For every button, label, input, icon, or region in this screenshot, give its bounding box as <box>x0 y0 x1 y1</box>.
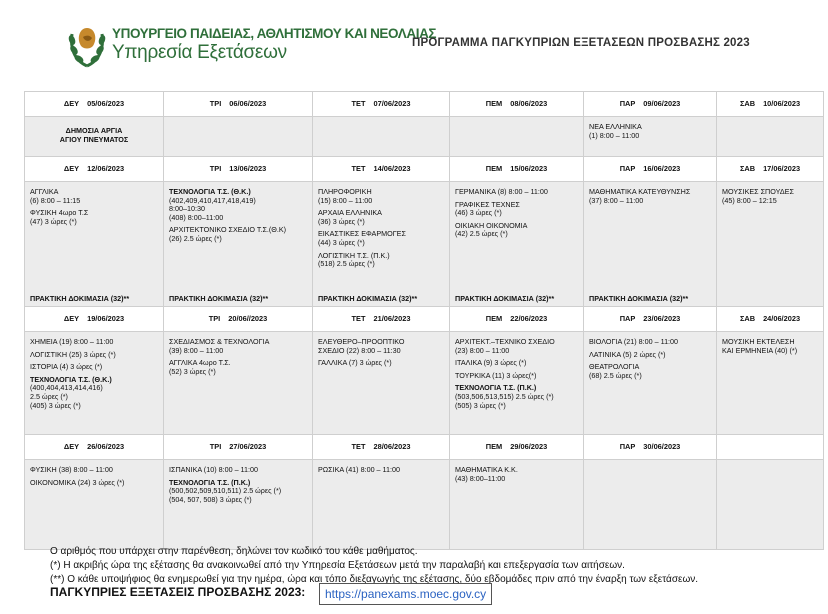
day-header-row <box>25 92 824 117</box>
exam-line: ΣΧΕΔΙΟ (22) 8:00 – 11:30 <box>318 345 401 355</box>
subject-title: ΤΕΧΝΟΛΟΓΙΑ Τ.Σ. (Θ.Κ.) <box>30 374 112 384</box>
exam-line: ΛΑΤΙΝΙΚΑ (5) 2 ώρες (*) <box>589 349 666 359</box>
exam-cell <box>25 117 164 157</box>
exam-row <box>25 182 824 307</box>
day-name: ΤΕΤ <box>351 163 366 173</box>
exam-line: (44) 3 ώρες (*) <box>318 237 365 247</box>
exam-cell <box>164 332 313 435</box>
day-header-row <box>25 435 824 460</box>
day-name: ΔΕΥ <box>63 313 80 323</box>
practical-test-label: ΠΡΑΚΤΙΚΗ ΔΟΚΙΜΑΣΙΑ (32)** <box>455 294 555 304</box>
exam-cell <box>164 182 313 307</box>
exam-cell <box>450 460 584 550</box>
exam-line: (1) 8:00 – 11:00 <box>589 130 640 140</box>
exam-line: (52) 3 ώρες (*) <box>169 366 216 376</box>
day-header-cell <box>584 307 717 332</box>
exam-line: ΧΗΜΕΙΑ (19) 8:00 – 11:00 <box>30 337 114 346</box>
exam-line: ΜΑΘΗΜΑΤΙΚΑ Κ.Κ. <box>455 465 518 474</box>
day-date: 16/06/2023 <box>643 163 681 173</box>
footer-label: ΠΑΓΚΥΠΡΙΕΣ ΕΞΕΤΑΣΕΙΣ ΠΡΟΣΒΑΣΗΣ 2023: <box>50 585 306 599</box>
practical-test-label: ΠΡΑΚΤΙΚΗ ΔΟΚΙΜΑΣΙΑ (32)** <box>318 294 418 304</box>
exam-cell <box>313 182 450 307</box>
day-name: ΠΕΜ <box>485 98 503 108</box>
day-header-cell <box>25 307 164 332</box>
exam-line: ΜΟΥΣΙΚΕΣ ΣΠΟΥΔΕΣ <box>722 187 794 196</box>
day-header-cell <box>717 307 824 332</box>
day-name: ΔΕΥ <box>63 163 80 173</box>
exam-cell <box>313 460 450 550</box>
exam-cell <box>717 117 824 157</box>
exam-line: 2.5 ώρες (*) <box>30 391 68 401</box>
day-name: ΤΡΙ <box>209 441 222 451</box>
day-date: 22/06/2023 <box>510 313 548 323</box>
day-header-cell <box>313 435 450 460</box>
day-date: 15/06/2023 <box>510 163 548 173</box>
exam-line: ΑΓΓΛΙΚΑ 4ωρο Τ.Σ. <box>169 358 231 368</box>
day-name: ΤΕΤ <box>351 313 366 323</box>
day-date: 29/06/2023 <box>510 441 548 451</box>
day-name: ΠΕΜ <box>485 441 503 451</box>
exam-cell <box>313 332 450 435</box>
exam-line: (405) 3 ώρες (*) <box>30 400 81 410</box>
day-date: 26/06/2023 <box>87 441 125 451</box>
practical-test-label: ΠΡΑΚΤΙΚΗ ΔΟΚΙΜΑΣΙΑ (32)** <box>169 294 269 304</box>
day-header-cell <box>717 157 824 182</box>
practical-test-label: ΠΡΑΚΤΙΚΗ ΔΟΚΙΜΑΣΙΑ (32)** <box>589 294 689 304</box>
exam-line: ΓΑΛΛΙΚΑ (7) 3 ώρες (*) <box>318 358 392 368</box>
exam-cell <box>584 460 717 550</box>
day-header-cell <box>164 157 313 182</box>
day-name: ΠΑΡ <box>619 98 636 108</box>
exam-line: (503,506,513,515) 2.5 ώρες (*) <box>455 391 554 401</box>
day-date: 05/06/2023 <box>87 98 125 108</box>
day-name: ΔΕΥ <box>63 441 80 451</box>
day-date: 19/06/2023 <box>87 313 125 323</box>
day-header-cell <box>584 92 717 117</box>
subject-title: ΤΕΧΝΟΛΟΓΙΑ Τ.Σ. (Π.Κ.) <box>169 477 251 487</box>
exam-line: (26) 2.5 ώρες (*) <box>169 233 222 243</box>
day-date: 21/06/2023 <box>373 313 411 323</box>
document-title: ΠΡΟΓΡΑΜΜΑ ΠΑΓΚΥΠΡΙΩΝ ΕΞΕΤΑΣΕΩΝ ΠΡΟΣΒΑΣΗΣ 2023 <box>412 37 750 49</box>
exam-line: (518) 2.5 ώρες (*) <box>318 259 375 269</box>
exam-line: (43) 8:00–11:00 <box>455 473 506 483</box>
exam-line: ΠΛΗΡΟΦΟΡΙΚΗ <box>318 187 372 196</box>
exam-cell <box>717 460 824 550</box>
exam-line: (505) 3 ώρες (*) <box>455 400 506 410</box>
day-header-row <box>25 307 824 332</box>
day-date: 13/06/2023 <box>229 163 267 173</box>
day-name: ΠΑΡ <box>619 441 636 451</box>
exam-line: ΕΙΚΑΣΤΙΚΕΣ ΕΦΑΡΜΟΓΕΣ <box>318 229 406 239</box>
subject-title: ΔΗΜΟΣΙΑ ΑΡΓΙΑ <box>65 126 123 135</box>
day-header-row <box>25 157 824 182</box>
day-header-cell <box>584 157 717 182</box>
exam-line: ΕΛΕΥΘΕΡΟ–ΠΡΟΟΠΤΙΚΟ <box>318 337 405 346</box>
day-name: ΣΑΒ <box>739 163 756 173</box>
exam-line: (68) 2.5 ώρες (*) <box>589 370 642 380</box>
exam-line: (504, 507, 508) 3 ώρες (*) <box>169 494 252 504</box>
exam-line: ΟΙΚΙΑΚΗ ΟΙΚΟΝΟΜΙΑ <box>455 220 528 230</box>
day-name: ΠΑΡ <box>619 163 636 173</box>
exam-cell <box>584 182 717 307</box>
day-header-cell <box>450 307 584 332</box>
exam-line: ΤΟΥΡΚΙΚΑ (11) 3 ώρες(*) <box>455 370 537 380</box>
exam-line: ΚΑΙ ΕΡΜΗΝΕΙΑ (40) (*) <box>722 345 798 355</box>
exam-cell <box>450 117 584 157</box>
exam-line: 8:00–10:30 <box>169 204 205 214</box>
exam-cell <box>313 117 450 157</box>
day-header-cell <box>717 92 824 117</box>
exam-line: ΓΡΑΦΙΚΕΣ ΤΕΧΝΕΣ <box>455 199 520 209</box>
exam-line: ΟΙΚΟΝΟΜΙΚΑ (24) 3 ώρες (*) <box>30 477 125 487</box>
exam-cell <box>450 182 584 307</box>
exam-cell <box>717 182 824 307</box>
day-date: 28/06/2023 <box>373 441 411 451</box>
day-name: ΠΕΜ <box>485 163 503 173</box>
day-date: 06/06/2023 <box>229 98 267 108</box>
day-header-cell <box>25 157 164 182</box>
note-double-asterisk: (**) Ο κάθε υποψήφιος θα ενημερωθεί για την ημέρα, ώρα και τόπο διεξαγωγής της εξέτασης, δύο εβδομάδες πριν από την έναρξη των εξετάσεων. <box>50 574 699 585</box>
day-header-cell <box>164 435 313 460</box>
day-name: ΤΕΤ <box>351 98 366 108</box>
day-name: ΠΑΡ <box>619 313 636 323</box>
exam-line: (6) 8:00 – 11:15 <box>30 195 81 205</box>
panexams-link[interactable]: https://panexams.moec.gov.cy <box>319 583 492 605</box>
exam-schedule-table <box>24 91 824 550</box>
exam-line: (37) 8:00 – 11:00 <box>589 195 644 205</box>
subject-title: ΤΕΧΝΟΛΟΓΙΑ Τ.Σ. (Θ.Κ.) <box>169 187 251 196</box>
exam-line: ΦΥΣΙΚΗ (38) 8:00 – 11:00 <box>30 465 113 474</box>
day-date: 17/06/2023 <box>763 163 801 173</box>
day-name: ΤΡΙ <box>209 163 222 173</box>
exam-line: ΓΕΡΜΑΝΙΚΑ (8) 8:00 – 11:00 <box>455 187 548 196</box>
exam-cell <box>25 182 164 307</box>
day-name: ΤΕΤ <box>351 441 366 451</box>
exam-line: ΡΩΣΙΚΑ (41) 8:00 – 11:00 <box>318 465 401 474</box>
note-code: Ο αριθμός που υπάρχει στην παρένθεση, δηλώνει τον κωδικό του κάθε μαθήματος. <box>50 546 418 557</box>
exam-line: (15) 8:00 – 11:00 <box>318 195 373 205</box>
practical-test-label: ΠΡΑΚΤΙΚΗ ΔΟΚΙΜΑΣΙΑ (32)** <box>30 294 130 304</box>
day-date: 30/06/2023 <box>643 441 681 451</box>
day-header-cell <box>25 92 164 117</box>
exam-row <box>25 460 824 550</box>
note-asterisk: (*) Η ακριβής ώρα της εξέτασης θα ανακοινωθεί από την Υπηρεσία Εξετάσεων μετά την παραλαβή και επεξεργασία των αιτήσεων. <box>50 560 625 571</box>
exam-line: ΜΟΥΣΙΚΗ ΕΚΤΕΛΕΣΗ <box>722 337 795 346</box>
notes <box>50 545 698 587</box>
exam-cell <box>450 332 584 435</box>
ministry-emblem-icon <box>66 20 108 70</box>
exam-line: (47) 3 ώρες (*) <box>30 216 77 226</box>
exam-line: ΙΤΑΛΙΚΑ (9) 3 ώρες (*) <box>455 358 527 368</box>
exam-line: (23) 8:00 – 11:00 <box>455 345 510 355</box>
day-header-cell <box>313 92 450 117</box>
exam-line: (500,502,509,510,511) 2.5 ώρες (*) <box>169 486 282 496</box>
exam-cell <box>584 117 717 157</box>
exam-cell <box>164 117 313 157</box>
day-date: 07/06/2023 <box>373 98 411 108</box>
exam-line: (39) 8:00 – 11:00 <box>169 345 224 355</box>
day-header-cell <box>164 92 313 117</box>
exam-line: ΦΥΣΙΚΗ 4ωρο Τ.Σ <box>30 208 89 218</box>
day-date: 10/06/2023 <box>763 98 801 108</box>
day-date: 24/06/2023 <box>763 313 801 323</box>
exam-line: ΝΕΑ ΕΛΛΗΝΙΚΑ <box>589 122 642 131</box>
day-date: 20/06//2023 <box>228 313 268 323</box>
day-date: 14/06/2023 <box>373 163 411 173</box>
page-header <box>0 0 828 90</box>
subject-title: ΑΓΙΟΥ ΠΝΕΥΜΑΤΟΣ <box>59 134 129 144</box>
exam-line: ΛΟΓΙΣΤΙΚΗ Τ.Σ. (Π.Κ.) <box>318 250 390 260</box>
exam-cell <box>584 332 717 435</box>
day-header-cell <box>584 435 717 460</box>
day-header-cell <box>313 157 450 182</box>
exam-line: ΙΣΠΑΝΙΚΑ (10) 8:00 – 11:00 <box>169 465 259 474</box>
exam-line: (45) 8:00 – 12:15 <box>722 195 777 205</box>
day-header-cell <box>450 435 584 460</box>
exam-cell <box>25 332 164 435</box>
day-name: ΣΑΒ <box>739 313 756 323</box>
exam-line: (402,409,410,417,418,419) <box>169 195 256 205</box>
exam-row <box>25 332 824 435</box>
day-header-cell <box>450 157 584 182</box>
day-name: ΤΡΙ <box>208 313 221 323</box>
day-header-cell <box>717 435 824 460</box>
exam-line: ΑΡΧΙΤΕΚΤΟΝΙΚΟ ΣΧΕΔΙΟ Τ.Σ.(Θ.Κ) <box>169 225 287 235</box>
exam-cell <box>25 460 164 550</box>
exam-cell <box>717 332 824 435</box>
day-date: 27/06/2023 <box>229 441 267 451</box>
subject-title: ΤΕΧΝΟΛΟΓΙΑ Τ.Σ. (Π.Κ.) <box>455 383 537 393</box>
day-date: 12/06/2023 <box>87 163 125 173</box>
service-name: Υπηρεσία Εξετάσεων <box>112 42 287 63</box>
exam-line: ΜΑΘΗΜΑΤΙΚΑ ΚΑΤΕΥΘΥΝΣΗΣ <box>589 187 691 196</box>
exam-line: (400,404,413,414,416) <box>30 383 103 393</box>
exam-line: ΑΓΓΛΙΚΑ <box>30 187 59 196</box>
day-header-cell <box>313 307 450 332</box>
exam-line: (42) 2.5 ώρες (*) <box>455 229 508 239</box>
day-date: 08/06/2023 <box>510 98 548 108</box>
exam-line: ΣΧΕΔΙΑΣΜΟΣ & ΤΕΧΝΟΛΟΓΙΑ <box>169 337 270 346</box>
day-name: ΣΑΒ <box>739 98 756 108</box>
day-name: ΔΕΥ <box>63 98 80 108</box>
exam-line: ΙΣΤΟΡΙΑ (4) 3 ώρες (*) <box>30 362 103 372</box>
exam-line: ΑΡΧΙΤΕΚΤ.–ΤΕΧΝΙΚΟ ΣΧΕΔΙΟ <box>455 337 555 346</box>
day-header-cell <box>164 307 313 332</box>
exam-line: ΒΙΟΛΟΓΙΑ (21) 8:00 – 11:00 <box>589 337 679 346</box>
day-header-cell <box>25 435 164 460</box>
exam-cell <box>164 460 313 550</box>
exam-line: (36) 3 ώρες (*) <box>318 216 365 226</box>
exam-line: ΑΡΧΑΙΑ ΕΛΛΗΝΙΚΑ <box>318 208 382 218</box>
exam-line: ΛΟΓΙΣΤΙΚΗ (25) 3 ώρες (*) <box>30 349 116 359</box>
exam-line: (408) 8:00–11:00 <box>169 212 224 222</box>
day-date: 23/06/2023 <box>643 313 681 323</box>
day-header-cell <box>450 92 584 117</box>
ministry-name: ΥΠΟΥΡΓΕΙΟ ΠΑΙΔΕΙΑΣ, ΑΘΛΗΤΙΣΜΟΥ ΚΑΙ ΝΕΟΛΑΙΑΣ <box>112 26 437 41</box>
exam-line: ΘΕΑΤΡΟΛΟΓΙΑ <box>589 362 640 372</box>
day-name: ΤΡΙ <box>209 98 222 108</box>
exam-row <box>25 117 824 157</box>
day-date: 09/06/2023 <box>643 98 681 108</box>
day-name: ΠΕΜ <box>485 313 503 323</box>
exam-line: (46) 3 ώρες (*) <box>455 208 502 218</box>
